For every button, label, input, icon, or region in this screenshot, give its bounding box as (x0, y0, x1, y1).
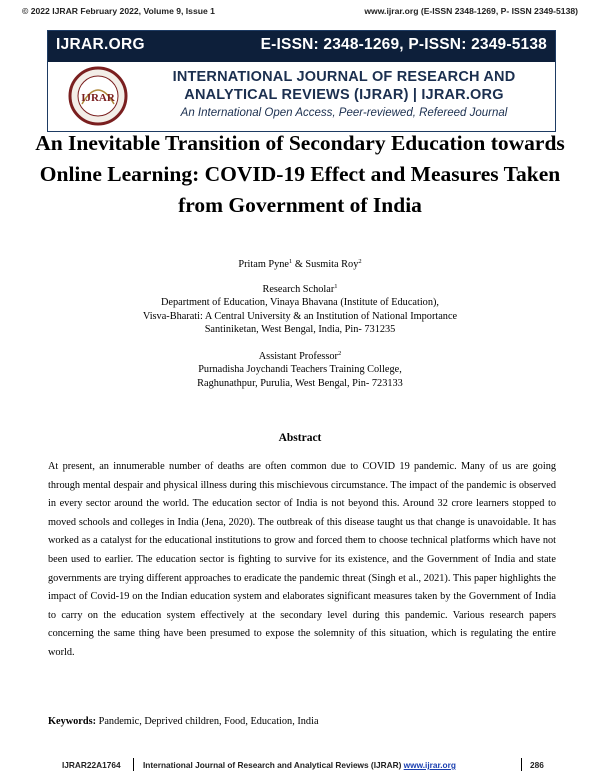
running-header (22, 6, 578, 20)
footer-divider (521, 758, 522, 771)
affiliation-1-line-1: Department of Education, Vinaya Bhavana (Institute of Education), (161, 297, 439, 309)
footer-paper-code: IJRAR22A1764 (62, 760, 121, 770)
author-separator: & (292, 259, 306, 270)
journal-banner (47, 30, 556, 132)
journal-title-line-1: INTERNATIONAL JOURNAL OF RESEARCH AND (172, 69, 516, 85)
affiliation-1-line-2: Visva-Bharati: A Central University & an Institution of National Importance (142, 310, 458, 322)
affiliation-1-role: Research Scholar$^1$ (262, 283, 338, 295)
author-2: Susmita Roy (305, 259, 359, 270)
journal-title-line-2: ANALYTICAL REVIEWS (IJRAR) | IJRAR.ORG (184, 87, 504, 103)
paper-title: An Inevitable Transition of Secondary Education towards Online Learning: COVID-19 Effect and Measures Taken from Government of India (35, 131, 565, 217)
journal-tagline: An International Open Access, Peer-reviewed, Refereed Journal (180, 107, 508, 119)
abstract-heading: Abstract (278, 432, 322, 444)
banner-site-name: IJRAR.ORG (56, 36, 145, 53)
banner-issn: E-ISSN: 2348-1269, P-ISSN: 2349-5138 (260, 36, 547, 53)
banner-bottom (48, 62, 555, 131)
affiliation-2-role: Assistant Professor$^2$ (258, 350, 342, 362)
banner-top-bar (48, 31, 555, 62)
header-issue-info: © 2022 IJRAR February 2022, Volume 9, Issue 1 (22, 6, 215, 16)
keywords-label: Keywords: (48, 716, 97, 727)
affiliation-2-line-2: Raghunathpur, Purulia, West Bengal, Pin- 723133 (197, 377, 403, 389)
affiliation-1 (0, 283, 600, 336)
author-1: Pritam Pyne (238, 259, 289, 270)
keywords-list: Pandemic, Deprived children, Food, Education, India (96, 716, 319, 727)
footer-divider (133, 758, 134, 771)
footer-page-number: 286 (530, 760, 544, 770)
author-1-sup: 1 (289, 258, 293, 265)
authors-line (0, 259, 600, 270)
affiliation-2 (0, 350, 600, 390)
author-2-sup: 2 (358, 258, 362, 265)
header-site-issn: www.ijrar.org (E-ISSN 2348-1269, P- ISSN 2349-5138) (364, 6, 578, 16)
ijrar-logo-icon (68, 66, 128, 126)
abstract-body: At present, an innumerable number of deaths are often common due to COVID 19 pandemic. Many of us are going through mental despair and physical illness during this mischievous circumstance. The impact of the pandemic is observed in every sector around the world. The education sector of India is not beyond this. Around 32 crore learners stopped to moved schools and colleges in India (Jena, 2020). The outbreak of this disease taught us that change is unavoidable. It has worked as a catalyst for the educational institutions to grow and forced them to choose technical platforms which have not been used to earlier. The education sector is fighting to survive for its existence, and the Government of India and state governments are trying different approaches to eradicate the pandemic threat (Singh et al., 2021). This paper highlights the impact of Covid-19 on the Indian education system and elaborates significant measures taken by the Government of India to carry on the education system effectively at the secondary level during this pandemic. Various research papers concerning the same thing have been presumed to expose the solemnity of this situation, which is regulating the entire world. (48, 461, 556, 658)
logo-text: IJRAR (81, 92, 115, 104)
footer-link[interactable]: www.ijrar.org (403, 760, 456, 770)
keywords-line (48, 716, 556, 727)
page-footer (0, 758, 600, 772)
affiliation-1-line-3: Santiniketan, West Bengal, India, Pin- 731235 (204, 323, 396, 335)
affiliation-2-line-1: Purnadisha Joychandi Teachers Training College, (198, 364, 402, 376)
footer-journal: International Journal of Research and Analytical Reviews (IJRAR) www.ijrar.org (143, 760, 456, 770)
